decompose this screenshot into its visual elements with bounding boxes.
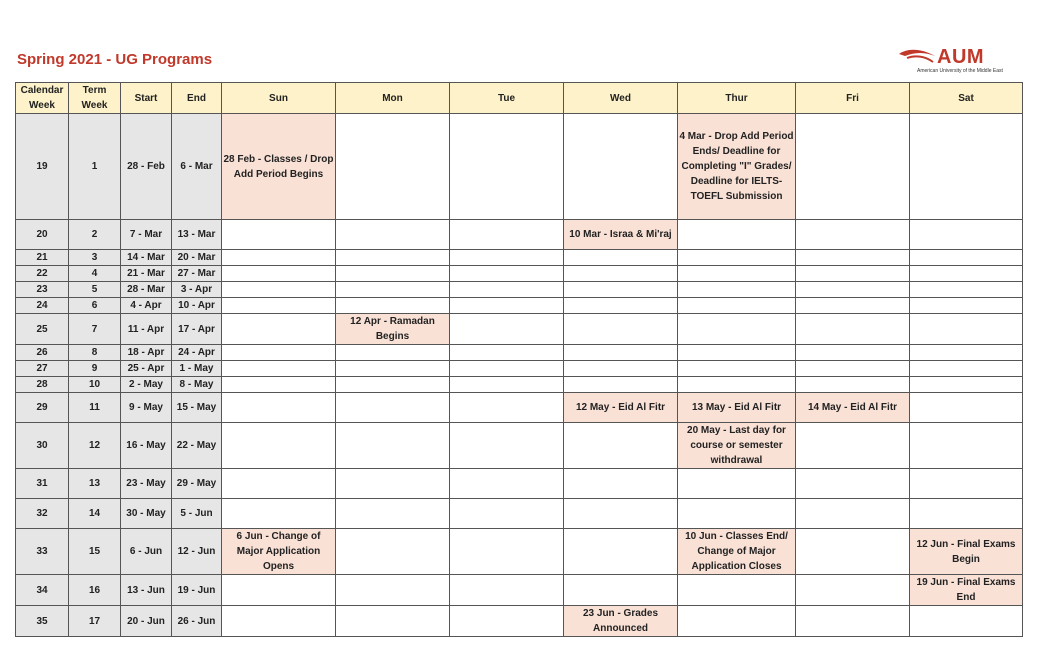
day-cell-sat: [910, 114, 1023, 220]
day-cell-sat: [910, 298, 1023, 314]
day-cell-sun: [222, 250, 336, 266]
term-week-cell: 15: [69, 529, 121, 575]
day-cell-sun: [222, 282, 336, 298]
day-cell-wed: [564, 361, 678, 377]
day-cell-fri: [796, 298, 910, 314]
term-week-cell: 16: [69, 575, 121, 606]
day-cell-wed: [564, 529, 678, 575]
event-cell-sat: 19 Jun - Final Exams End: [910, 575, 1023, 606]
day-cell-fri: [796, 250, 910, 266]
day-cell-sat: [910, 469, 1023, 499]
day-cell-wed: [564, 114, 678, 220]
event-cell-sat: 12 Jun - Final Exams Begin: [910, 529, 1023, 575]
header-thur: Thur: [678, 83, 796, 114]
end-date-cell: 22 - May: [172, 423, 222, 469]
day-cell-mon: [336, 298, 450, 314]
logo-subtitle: American University of the Middle East: [917, 68, 1003, 74]
day-cell-wed: [564, 499, 678, 529]
day-cell-thur: [678, 266, 796, 282]
start-date-cell: 4 - Apr: [121, 298, 172, 314]
day-cell-tue: [450, 114, 564, 220]
term-week-cell: 5: [69, 282, 121, 298]
end-date-cell: 20 - Mar: [172, 250, 222, 266]
logo-wordmark: AUM: [937, 46, 985, 68]
start-date-cell: 18 - Apr: [121, 345, 172, 361]
day-cell-sat: [910, 377, 1023, 393]
day-cell-thur: [678, 469, 796, 499]
event-cell-wed: 10 Mar - Israa & Mi'raj: [564, 220, 678, 250]
start-date-cell: 30 - May: [121, 499, 172, 529]
day-cell-mon: [336, 250, 450, 266]
calendar-week-cell: 25: [16, 314, 69, 345]
end-date-cell: 29 - May: [172, 469, 222, 499]
calendar-week-cell: 34: [16, 575, 69, 606]
end-date-cell: 26 - Jun: [172, 606, 222, 637]
day-cell-wed: [564, 345, 678, 361]
day-cell-mon: [336, 575, 450, 606]
header-wed: Wed: [564, 83, 678, 114]
day-cell-mon: [336, 469, 450, 499]
header-mon: Mon: [336, 83, 450, 114]
table-row: [16, 423, 1023, 469]
table-row: [16, 469, 1023, 499]
day-cell-tue: [450, 469, 564, 499]
header-fri: Fri: [796, 83, 910, 114]
header-start: Start: [121, 83, 172, 114]
day-cell-sat: [910, 266, 1023, 282]
day-cell-mon: [336, 345, 450, 361]
day-cell-sun: [222, 345, 336, 361]
table-row: [16, 220, 1023, 250]
day-cell-fri: [796, 469, 910, 499]
term-week-cell: 9: [69, 361, 121, 377]
calendar-week-cell: 31: [16, 469, 69, 499]
term-week-cell: 14: [69, 499, 121, 529]
day-cell-fri: [796, 282, 910, 298]
day-cell-wed: [564, 314, 678, 345]
end-date-cell: 27 - Mar: [172, 266, 222, 282]
day-cell-tue: [450, 529, 564, 575]
page-title: Spring 2021 - UG Programs: [17, 51, 213, 68]
day-cell-mon: [336, 282, 450, 298]
day-cell-wed: [564, 266, 678, 282]
term-week-cell: 12: [69, 423, 121, 469]
day-cell-thur: [678, 282, 796, 298]
start-date-cell: 23 - May: [121, 469, 172, 499]
calendar-week-cell: 32: [16, 499, 69, 529]
day-cell-sun: [222, 361, 336, 377]
start-date-cell: 6 - Jun: [121, 529, 172, 575]
calendar-week-cell: 22: [16, 266, 69, 282]
day-cell-tue: [450, 220, 564, 250]
day-cell-mon: [336, 529, 450, 575]
day-cell-sun: [222, 393, 336, 423]
day-cell-wed: [564, 423, 678, 469]
term-week-cell: 10: [69, 377, 121, 393]
table-row: [16, 282, 1023, 298]
table-row: [16, 377, 1023, 393]
day-cell-sun: [222, 469, 336, 499]
end-date-cell: 3 - Apr: [172, 282, 222, 298]
academic-calendar-table: [15, 82, 1023, 637]
bird-logo-icon: [897, 46, 937, 66]
calendar-week-cell: 20: [16, 220, 69, 250]
day-cell-tue: [450, 499, 564, 529]
day-cell-tue: [450, 393, 564, 423]
calendar-week-cell: 26: [16, 345, 69, 361]
event-cell-fri: 14 May - Eid Al Fitr: [796, 393, 910, 423]
calendar-week-cell: 19: [16, 114, 69, 220]
term-week-cell: 8: [69, 345, 121, 361]
event-cell-wed: 12 May - Eid Al Fitr: [564, 393, 678, 423]
event-cell-mon: 12 Apr - Ramadan Begins: [336, 314, 450, 345]
header-sat: Sat: [910, 83, 1023, 114]
term-week-cell: 3: [69, 250, 121, 266]
term-week-cell: 7: [69, 314, 121, 345]
day-cell-fri: [796, 499, 910, 529]
day-cell-thur: [678, 499, 796, 529]
end-date-cell: 10 - Apr: [172, 298, 222, 314]
day-cell-thur: [678, 250, 796, 266]
table-row: [16, 250, 1023, 266]
calendar-week-cell: 21: [16, 250, 69, 266]
day-cell-mon: [336, 361, 450, 377]
event-cell-thur: 4 Mar - Drop Add Period Ends/ Deadline for Completing "I" Grades/ Deadline for IELTS-TOEFL Submission: [678, 114, 796, 220]
day-cell-thur: [678, 575, 796, 606]
end-date-cell: 12 - Jun: [172, 529, 222, 575]
start-date-cell: 14 - Mar: [121, 250, 172, 266]
day-cell-sat: [910, 220, 1023, 250]
end-date-cell: 6 - Mar: [172, 114, 222, 220]
day-cell-thur: [678, 220, 796, 250]
day-cell-fri: [796, 266, 910, 282]
day-cell-thur: [678, 314, 796, 345]
day-cell-sat: [910, 499, 1023, 529]
end-date-cell: 8 - May: [172, 377, 222, 393]
header-row: [16, 83, 1023, 114]
header-calendar-week: Calendar Week: [16, 83, 69, 114]
table-row: [16, 361, 1023, 377]
day-cell-mon: [336, 499, 450, 529]
end-date-cell: 17 - Apr: [172, 314, 222, 345]
day-cell-tue: [450, 423, 564, 469]
start-date-cell: 13 - Jun: [121, 575, 172, 606]
day-cell-fri: [796, 423, 910, 469]
term-week-cell: 17: [69, 606, 121, 637]
table-row: [16, 114, 1023, 220]
start-date-cell: 2 - May: [121, 377, 172, 393]
day-cell-sat: [910, 314, 1023, 345]
table-row: [16, 314, 1023, 345]
calendar-week-cell: 27: [16, 361, 69, 377]
term-week-cell: 2: [69, 220, 121, 250]
term-week-cell: 11: [69, 393, 121, 423]
calendar-week-cell: 28: [16, 377, 69, 393]
term-week-cell: 4: [69, 266, 121, 282]
calendar-week-cell: 35: [16, 606, 69, 637]
start-date-cell: 9 - May: [121, 393, 172, 423]
calendar-week-cell: 29: [16, 393, 69, 423]
day-cell-fri: [796, 377, 910, 393]
day-cell-sat: [910, 345, 1023, 361]
day-cell-thur: [678, 345, 796, 361]
table-row: [16, 393, 1023, 423]
day-cell-tue: [450, 314, 564, 345]
day-cell-tue: [450, 377, 564, 393]
day-cell-mon: [336, 114, 450, 220]
day-cell-sun: [222, 314, 336, 345]
table-row: [16, 298, 1023, 314]
start-date-cell: 28 - Mar: [121, 282, 172, 298]
end-date-cell: 13 - Mar: [172, 220, 222, 250]
aum-logo: [893, 44, 1023, 78]
day-cell-mon: [336, 393, 450, 423]
day-cell-mon: [336, 220, 450, 250]
event-cell-thur: 13 May - Eid Al Fitr: [678, 393, 796, 423]
event-cell-wed: 23 Jun - Grades Announced: [564, 606, 678, 637]
end-date-cell: 19 - Jun: [172, 575, 222, 606]
start-date-cell: 7 - Mar: [121, 220, 172, 250]
event-cell-thur: 20 May - Last day for course or semester withdrawal: [678, 423, 796, 469]
day-cell-sat: [910, 250, 1023, 266]
end-date-cell: 1 - May: [172, 361, 222, 377]
day-cell-tue: [450, 266, 564, 282]
day-cell-thur: [678, 606, 796, 637]
day-cell-thur: [678, 298, 796, 314]
day-cell-tue: [450, 345, 564, 361]
event-cell-sun: 28 Feb - Classes / Drop Add Period Begins: [222, 114, 336, 220]
day-cell-wed: [564, 282, 678, 298]
day-cell-sun: [222, 606, 336, 637]
header-tue: Tue: [450, 83, 564, 114]
day-cell-fri: [796, 220, 910, 250]
day-cell-sun: [222, 423, 336, 469]
day-cell-fri: [796, 575, 910, 606]
end-date-cell: 15 - May: [172, 393, 222, 423]
calendar-week-cell: 23: [16, 282, 69, 298]
day-cell-mon: [336, 377, 450, 393]
day-cell-fri: [796, 314, 910, 345]
table-row: [16, 345, 1023, 361]
day-cell-fri: [796, 361, 910, 377]
event-cell-thur: 10 Jun - Classes End/ Change of Major Application Closes: [678, 529, 796, 575]
day-cell-sat: [910, 423, 1023, 469]
day-cell-mon: [336, 423, 450, 469]
day-cell-wed: [564, 250, 678, 266]
day-cell-sun: [222, 220, 336, 250]
day-cell-sun: [222, 575, 336, 606]
table-row: [16, 575, 1023, 606]
day-cell-thur: [678, 377, 796, 393]
table-row: [16, 266, 1023, 282]
day-cell-tue: [450, 575, 564, 606]
day-cell-tue: [450, 250, 564, 266]
start-date-cell: 28 - Feb: [121, 114, 172, 220]
header-end: End: [172, 83, 222, 114]
day-cell-sat: [910, 606, 1023, 637]
day-cell-sat: [910, 361, 1023, 377]
day-cell-wed: [564, 575, 678, 606]
table-row: [16, 529, 1023, 575]
event-cell-sun: 6 Jun - Change of Major Application Opens: [222, 529, 336, 575]
day-cell-sat: [910, 282, 1023, 298]
start-date-cell: 21 - Mar: [121, 266, 172, 282]
table-row: [16, 499, 1023, 529]
header-term-week: Term Week: [69, 83, 121, 114]
end-date-cell: 5 - Jun: [172, 499, 222, 529]
start-date-cell: 25 - Apr: [121, 361, 172, 377]
header-sun: Sun: [222, 83, 336, 114]
day-cell-tue: [450, 282, 564, 298]
table-row: [16, 606, 1023, 637]
day-cell-sat: [910, 393, 1023, 423]
calendar-week-cell: 30: [16, 423, 69, 469]
day-cell-wed: [564, 298, 678, 314]
calendar-week-cell: 24: [16, 298, 69, 314]
day-cell-mon: [336, 606, 450, 637]
start-date-cell: 20 - Jun: [121, 606, 172, 637]
calendar-week-cell: 33: [16, 529, 69, 575]
day-cell-thur: [678, 361, 796, 377]
day-cell-fri: [796, 529, 910, 575]
day-cell-tue: [450, 298, 564, 314]
end-date-cell: 24 - Apr: [172, 345, 222, 361]
day-cell-fri: [796, 345, 910, 361]
day-cell-mon: [336, 266, 450, 282]
term-week-cell: 6: [69, 298, 121, 314]
day-cell-fri: [796, 114, 910, 220]
day-cell-wed: [564, 469, 678, 499]
day-cell-sun: [222, 499, 336, 529]
day-cell-sun: [222, 298, 336, 314]
term-week-cell: 1: [69, 114, 121, 220]
day-cell-wed: [564, 377, 678, 393]
start-date-cell: 16 - May: [121, 423, 172, 469]
day-cell-fri: [796, 606, 910, 637]
day-cell-tue: [450, 361, 564, 377]
term-week-cell: 13: [69, 469, 121, 499]
day-cell-sun: [222, 377, 336, 393]
day-cell-tue: [450, 606, 564, 637]
day-cell-sun: [222, 266, 336, 282]
start-date-cell: 11 - Apr: [121, 314, 172, 345]
